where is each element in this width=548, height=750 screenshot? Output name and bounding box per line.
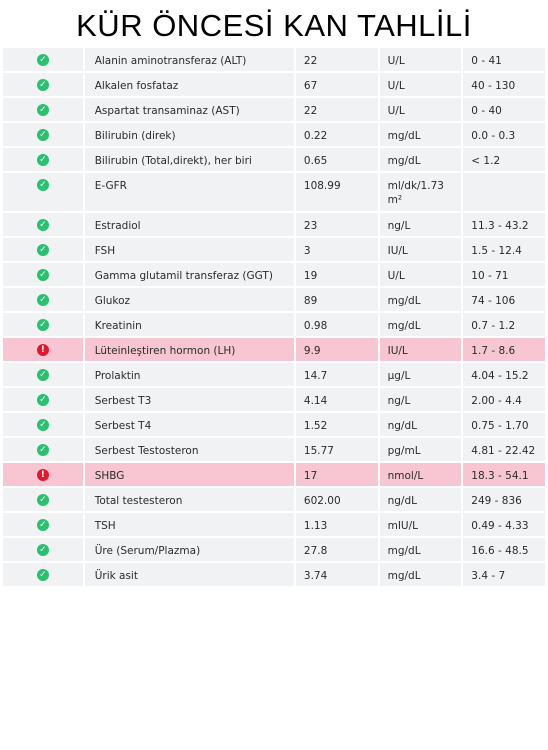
result-value: 89 bbox=[296, 288, 378, 311]
reference-range: 0.49 - 4.33 bbox=[463, 513, 545, 536]
table-row bbox=[3, 148, 545, 171]
test-name: Alkalen fosfataz bbox=[85, 73, 294, 96]
status-cell bbox=[3, 73, 83, 96]
page-title: KÜR ÖNCESİ KAN TAHLİLİ bbox=[76, 8, 472, 43]
check-circle-icon: ✓ bbox=[37, 179, 49, 191]
reference-range: 18.3 - 54.1 bbox=[463, 463, 545, 486]
reference-range: 1.7 - 8.6 bbox=[463, 338, 545, 361]
table-row bbox=[3, 98, 545, 121]
result-value: 15.77 bbox=[296, 438, 378, 461]
table-row bbox=[3, 413, 545, 436]
status-cell bbox=[3, 148, 83, 171]
exclamation-circle-icon: ! bbox=[37, 469, 49, 481]
result-value: 22 bbox=[296, 98, 378, 121]
result-value: 3 bbox=[296, 238, 378, 261]
result-unit: mIU/L bbox=[380, 513, 462, 536]
reference-range: 3.4 - 7 bbox=[463, 563, 545, 586]
table-row bbox=[3, 488, 545, 511]
check-circle-icon: ✓ bbox=[37, 269, 49, 281]
status-cell bbox=[3, 438, 83, 461]
status-cell bbox=[3, 263, 83, 286]
result-value: 9.9 bbox=[296, 338, 378, 361]
table-row bbox=[3, 513, 545, 536]
test-name: Aspartat transaminaz (AST) bbox=[85, 98, 294, 121]
table-row bbox=[3, 173, 545, 211]
result-unit: ng/L bbox=[380, 213, 462, 236]
result-value: 22 bbox=[296, 48, 378, 71]
test-name: Bilirubin (Total,direkt), her biri bbox=[85, 148, 294, 171]
check-circle-icon: ✓ bbox=[37, 54, 49, 66]
test-name: Gamma glutamil transferaz (GGT) bbox=[85, 263, 294, 286]
test-name: Estradiol bbox=[85, 213, 294, 236]
result-value: 1.13 bbox=[296, 513, 378, 536]
status-cell bbox=[3, 388, 83, 411]
test-name: Prolaktin bbox=[85, 363, 294, 386]
result-unit: mg/dL bbox=[380, 313, 462, 336]
test-name: Bilirubin (direk) bbox=[85, 123, 294, 146]
check-circle-icon: ✓ bbox=[37, 394, 49, 406]
status-cell bbox=[3, 538, 83, 561]
reference-range: 4.04 - 15.2 bbox=[463, 363, 545, 386]
status-cell bbox=[3, 313, 83, 336]
check-circle-icon: ✓ bbox=[37, 129, 49, 141]
result-unit: pg/mL bbox=[380, 438, 462, 461]
table-row bbox=[3, 388, 545, 411]
test-name: E-GFR bbox=[85, 173, 294, 211]
check-circle-icon: ✓ bbox=[37, 319, 49, 331]
test-name: Lüteinleştiren hormon (LH) bbox=[85, 338, 294, 361]
result-value: 0.65 bbox=[296, 148, 378, 171]
result-value: 0.98 bbox=[296, 313, 378, 336]
table-row bbox=[3, 463, 545, 486]
result-value: 17 bbox=[296, 463, 378, 486]
status-cell bbox=[3, 288, 83, 311]
status-cell bbox=[3, 98, 83, 121]
test-name: Serbest T3 bbox=[85, 388, 294, 411]
check-circle-icon: ✓ bbox=[37, 419, 49, 431]
result-unit: U/L bbox=[380, 98, 462, 121]
status-cell bbox=[3, 513, 83, 536]
check-circle-icon: ✓ bbox=[37, 444, 49, 456]
result-unit: ng/dL bbox=[380, 488, 462, 511]
reference-range: 0 - 41 bbox=[463, 48, 545, 71]
status-cell bbox=[3, 563, 83, 586]
reference-range: 11.3 - 43.2 bbox=[463, 213, 545, 236]
result-unit: mg/dL bbox=[380, 538, 462, 561]
result-unit: ng/dL bbox=[380, 413, 462, 436]
status-cell bbox=[3, 463, 83, 486]
test-name: Üre (Serum/Plazma) bbox=[85, 538, 294, 561]
table-row bbox=[3, 123, 545, 146]
table-row bbox=[3, 238, 545, 261]
exclamation-circle-icon: ! bbox=[37, 344, 49, 356]
status-cell bbox=[3, 338, 83, 361]
result-value: 19 bbox=[296, 263, 378, 286]
test-name: Ürik asit bbox=[85, 563, 294, 586]
reference-range: 1.5 - 12.4 bbox=[463, 238, 545, 261]
test-name: TSH bbox=[85, 513, 294, 536]
status-cell bbox=[3, 173, 83, 211]
result-value: 23 bbox=[296, 213, 378, 236]
table-row bbox=[3, 73, 545, 96]
check-circle-icon: ✓ bbox=[37, 219, 49, 231]
table-row bbox=[3, 263, 545, 286]
reference-range: 249 - 836 bbox=[463, 488, 545, 511]
result-value: 602.00 bbox=[296, 488, 378, 511]
reference-range: 16.6 - 48.5 bbox=[463, 538, 545, 561]
reference-range: 10 - 71 bbox=[463, 263, 545, 286]
table-row bbox=[3, 48, 545, 71]
reference-range: 2.00 - 4.4 bbox=[463, 388, 545, 411]
result-unit: ng/L bbox=[380, 388, 462, 411]
table-row bbox=[3, 313, 545, 336]
reference-range: 0.7 - 1.2 bbox=[463, 313, 545, 336]
result-unit: IU/L bbox=[380, 338, 462, 361]
test-name: Kreatinin bbox=[85, 313, 294, 336]
table-row bbox=[3, 438, 545, 461]
result-unit: mg/dL bbox=[380, 288, 462, 311]
test-name: SHBG bbox=[85, 463, 294, 486]
table-row bbox=[3, 363, 545, 386]
check-circle-icon: ✓ bbox=[37, 494, 49, 506]
result-unit: mg/dL bbox=[380, 563, 462, 586]
reference-range: 74 - 106 bbox=[463, 288, 545, 311]
test-name: FSH bbox=[85, 238, 294, 261]
table-row bbox=[3, 563, 545, 586]
check-circle-icon: ✓ bbox=[37, 569, 49, 581]
reference-range: 0.75 - 1.70 bbox=[463, 413, 545, 436]
result-unit: U/L bbox=[380, 73, 462, 96]
reference-range: 4.81 - 22.42 bbox=[463, 438, 545, 461]
status-cell bbox=[3, 123, 83, 146]
check-circle-icon: ✓ bbox=[37, 544, 49, 556]
check-circle-icon: ✓ bbox=[37, 79, 49, 91]
status-cell bbox=[3, 238, 83, 261]
result-value: 14.7 bbox=[296, 363, 378, 386]
test-name: Total testesteron bbox=[85, 488, 294, 511]
results-table bbox=[3, 48, 545, 588]
table-row bbox=[3, 213, 545, 236]
check-circle-icon: ✓ bbox=[37, 154, 49, 166]
result-unit: ml/dk/1.73 m² bbox=[380, 173, 462, 211]
table-row bbox=[3, 338, 545, 361]
result-value: 0.22 bbox=[296, 123, 378, 146]
reference-range bbox=[463, 173, 545, 211]
check-circle-icon: ✓ bbox=[37, 104, 49, 116]
result-value: 108.99 bbox=[296, 173, 378, 211]
result-value: 3.74 bbox=[296, 563, 378, 586]
check-circle-icon: ✓ bbox=[37, 369, 49, 381]
result-unit: U/L bbox=[380, 263, 462, 286]
test-name: Serbest T4 bbox=[85, 413, 294, 436]
status-cell bbox=[3, 213, 83, 236]
reference-range: 0 - 40 bbox=[463, 98, 545, 121]
check-circle-icon: ✓ bbox=[37, 294, 49, 306]
result-unit: mg/dL bbox=[380, 148, 462, 171]
result-unit: U/L bbox=[380, 48, 462, 71]
table-row bbox=[3, 538, 545, 561]
status-cell bbox=[3, 48, 83, 71]
status-cell bbox=[3, 363, 83, 386]
check-circle-icon: ✓ bbox=[37, 244, 49, 256]
status-cell bbox=[3, 488, 83, 511]
test-name: Glukoz bbox=[85, 288, 294, 311]
result-value: 67 bbox=[296, 73, 378, 96]
result-unit: µg/L bbox=[380, 363, 462, 386]
result-unit: mg/dL bbox=[380, 123, 462, 146]
result-unit: IU/L bbox=[380, 238, 462, 261]
reference-range: 40 - 130 bbox=[463, 73, 545, 96]
test-name: Serbest Testosteron bbox=[85, 438, 294, 461]
table-row bbox=[3, 288, 545, 311]
test-name: Alanin aminotransferaz (ALT) bbox=[85, 48, 294, 71]
reference-range: < 1.2 bbox=[463, 148, 545, 171]
result-value: 1.52 bbox=[296, 413, 378, 436]
result-unit: nmol/L bbox=[380, 463, 462, 486]
result-value: 27.8 bbox=[296, 538, 378, 561]
result-value: 4.14 bbox=[296, 388, 378, 411]
reference-range: 0.0 - 0.3 bbox=[463, 123, 545, 146]
check-circle-icon: ✓ bbox=[37, 519, 49, 531]
status-cell bbox=[3, 413, 83, 436]
